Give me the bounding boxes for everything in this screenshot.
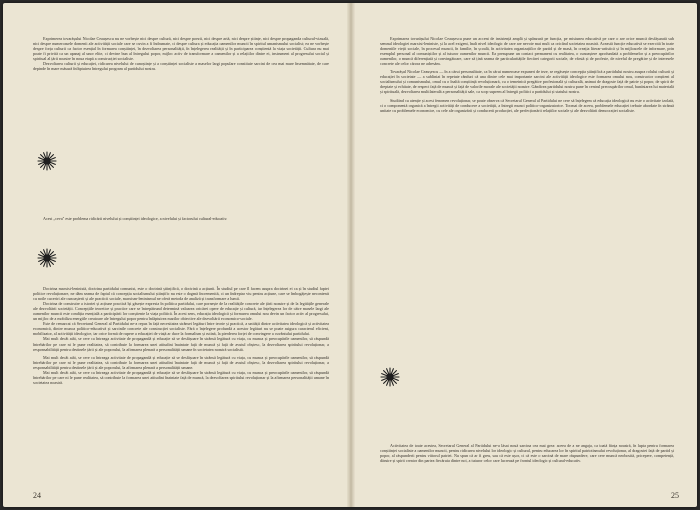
page-number: 24 xyxy=(33,491,41,500)
paragraph: Mai mult decât atât, se cere ca întreaga activitate de propagandă și educație să se desfășoare în strânsă legătură cu viața, cu munca și preocupările oamenilor, să răspundă întrebărilor pe care ni le pune realitatea, să contribuie la formarea unei atitudini înaintate față de muncă și față de avutul obștesc, la dezvoltarea spiritului revoluționar, a responsabilității pentru destinele țării și ale poporului, la afirmarea plenară a personalității umane în societatea noastră socialistă. xyxy=(33,336,329,352)
paragraph: Mai mult decât atât, se cere ca întreaga activitate de propagandă și educație să se desfășoare în strânsă legătură cu viața, cu munca și preocupările oamenilor, să răspundă întrebărilor pe care ni le pune realitatea, să contribuie la formarea unei atitudini înaintate față de muncă, la dezvoltarea spiritului revoluționar și la afirmarea personalității umane în societatea noastră. xyxy=(33,369,329,385)
page-number: 25 xyxy=(671,491,679,500)
paragraph: Exprimarea tovarășului Nicolae Ceaușescu pune un accent de insistență amplă și spânzură pe funcția, pe misiunea educativă pe care o are orice muncă desfășurată sub semnul ideologiei marxist-leniniste, și la acel exigent, înalt nivel ideologic de care are nevoie mai mult ca oricând societatea noastră. Această funcție educativă se exercită în toate domeniile vieții sociale, în procesul muncii, în familie, în școală, în activitatea organizațiilor de partid și de masă, în creația literar-artistică și în mijloacele de informare, prin exemplul personal al comuniștilor și al tuturor oamenilor muncii. Ea presupune un contact permanent cu realitatea, o cunoaștere aprofundată a problemelor și a preocupărilor oamenilor, o muncă diferențiată și convingătoare, care să țină seama de particularitățile fiecărei categorii sociale, de vârstă și de profesie, de nivelul de pregătire și de interesele concrete ale celor cărora ne adresăm. xyxy=(380,36,674,67)
quote-text: Acest „ceva" este problema ridicării nivelului și conștiinței ideologice, a nivelului și factorului cultural-educativ. xyxy=(43,216,228,221)
right-page xyxy=(358,3,697,507)
left-text-block-2 xyxy=(33,286,329,385)
paragraph: Tovarășul Nicolae Ceaușescu — în a cărui personalitate, ca în cărui numeroase expuneri de teze, se regăsește concepția științifică a partidului nostru asupra rolului culturii și educației în societate — a subliniat în repetate rânduri că una dintre cele mai importante sarcini ale activității ideologice este formarea omului nou, constructor conștient al socialismului și comunismului, omul cu o înaltă conștiință revoluționară, cu o temeinică pregătire profesională și culturală, animat de dragoste față de patrie și popor, de spirit de dreptate și echitate, de respect față de muncă și față de valorile morale ale societății noastre. Gândirea partidului nostru pune în centrul preocupărilor omul, bunăstarea lui materială și spirituală, dezvoltarea multilaterală a personalității sale, ca scop suprem al întregii politici a partidului și statului nostru. xyxy=(380,69,674,95)
sun-ornament-icon xyxy=(37,151,57,171)
left-page xyxy=(3,3,350,507)
paragraph: Mai mult decât atât, se cere ca întreaga activitate de propagandă și educație să se desfășoare în strânsă legătură cu viața, cu munca și preocupările oamenilor, să răspundă întrebărilor pe care ni le pune realitatea, să contribuie la formarea unei atitudini înaintate față de muncă și față de avutul obștesc, la dezvoltarea spiritului revoluționar, a responsabilității pentru destinele țării și ale poporului, la afirmarea plenară a personalității umane. xyxy=(33,354,329,370)
paragraph: Doctrina marxist-leninistă, doctrina partidului comunist, este o doctrină științifică, o doctrină a acțiunii. În studiul pe care îl facem asupra doctrinei ei ca și în studiul faptei politice revoluționare, ne dăm seama de faptul că concepția socialismului științific nu este o dogmă încremenită, ci un îndreptar viu pentru acțiune, care se îmbogățește necontenit cu noile cuceriri ale cunoașterii și ale practicii sociale, marxism-leninismul ne oferă metoda de analiză și transformare a lumii. xyxy=(33,286,329,302)
paragraph: Activitatea de toate acestea, Secretarul General al Partidului ne-a lăsat nouă sarcina cea mai grea: aceea de a ne angaja, ca toată ființa noastră, în lupta pentru formarea conștiinței socialiste a oamenilor muncii, pentru ridicarea nivelului lor ideologic și cultural, pentru educarea lor în spiritul patriotismului revoluționar, al dragostei față de partid și popor, al răspunderii pentru viitorul patriei. Nu spun că ar fi greu, sau că este ușor, ci că este o sarcină de mare răspundere, care cere muncă neobosită, pricepere, competență, dăruire și spirit creator din partea fiecăruia dintre noi, a tuturor celor care lucrează pe frontul ideologic și cultural-educativ. xyxy=(380,443,674,464)
paragraph: Studiind cu atenție și acest fenomen revoluționar, se poate observa că Secretarul General al Partidului ne cere să înțelegem că educația ideologică nu este o activitate izolată, ci o componentă organică a întregii activități de conducere a societății, a întregii munci politico-organizatorice. Tocmai de aceea, problemele educației trebuie abordate în strânsă unitate cu problemele economice, cu cele ale organizării și conducerii producției, ale perfecționării relațiilor sociale și ale dezvoltării democrației socialiste. xyxy=(380,97,674,113)
paragraph: Doctrina de construire a istoriei și acțiune practică își găsește expresia în politica partidului, care pornește de la realitățile concrete ale țării noastre și de la legitățile generale ale dezvoltării societății. Concepțiile teoretice și practice care se întrepătrund determină valoarea oricărei opere de educație și cultură, iar înțelegerea lor de către masele largi ale oamenilor muncii este condiția esențială a participării lor conștiente la viața politică. În acest sens, educația ideologică și formarea omului nou devin un factor activ al progresului, un mijloc de a mobiliza energiile creatoare ale întregului popor pentru înfăptuirea marilor obiective ale dezvoltării economico-sociale. xyxy=(33,301,329,322)
paragraph: Exprimerea tovarășului Nicolae Ceaușescu nu ne vorbește nici despre cultură, nici despre poezii, nici despre artă, nici despre științe, nici despre propaganda cultural-vizuală, nici despre numeroasele domenii ale activității sociale care se cuvin a fi îndrumate, ci despre cultura și educația oamenilor muncii în spiritul umanismului socialist; ea ne vorbește despre forța culturii ca factor esențial în formarea conștiinței, în dezvoltarea personalității, în înțelegerea realității și în participarea conștientă la viața societății. Cultura nu mai poate fi privită ca un apanaj al unor elite, ci devine bun al întregului popor, mijloc activ de transformare a oamenilor și a relațiilor dintre ei, instrument al progresului social și spiritual al țării noastre în noua etapă a construcției socialiste. xyxy=(33,36,329,62)
sun-ornament-icon xyxy=(380,367,400,387)
left-quote xyxy=(33,216,329,221)
paragraph: Dezvoltarea culturii și educației, ridicarea nivelului de cunoștințe și a conștiinței socialiste a maselor largi populare constituie sarcini de cea mai mare însemnătate, de care depinde în mare măsură înfăptuirea întregului program al partidului nostru. xyxy=(33,61,329,72)
right-text-block-1 xyxy=(380,36,674,113)
sun-ornament-icon xyxy=(37,248,57,268)
paragraph: Este de remarcat că Secretarul General al Partidului ne-a repus în față necesitatea strânsei legături între teorie și practică, a unității dintre activitatea ideologică și activitatea economică, dintre munca politico-educativă și sarcinile concrete ale construcției socialiste. Fără o înțelegere profundă a acestor legături nu se poate asigura caracterul eficient, mobilizator, al activității ideologice, iar orice formă de rupere a educației de viață ar duce la formalism și rutină, la pierderea forței de convingere a cuvântului partidului. xyxy=(33,321,329,337)
book-gutter xyxy=(347,3,355,507)
left-text-block-1 xyxy=(33,36,329,71)
right-text-block-2 xyxy=(380,443,674,463)
